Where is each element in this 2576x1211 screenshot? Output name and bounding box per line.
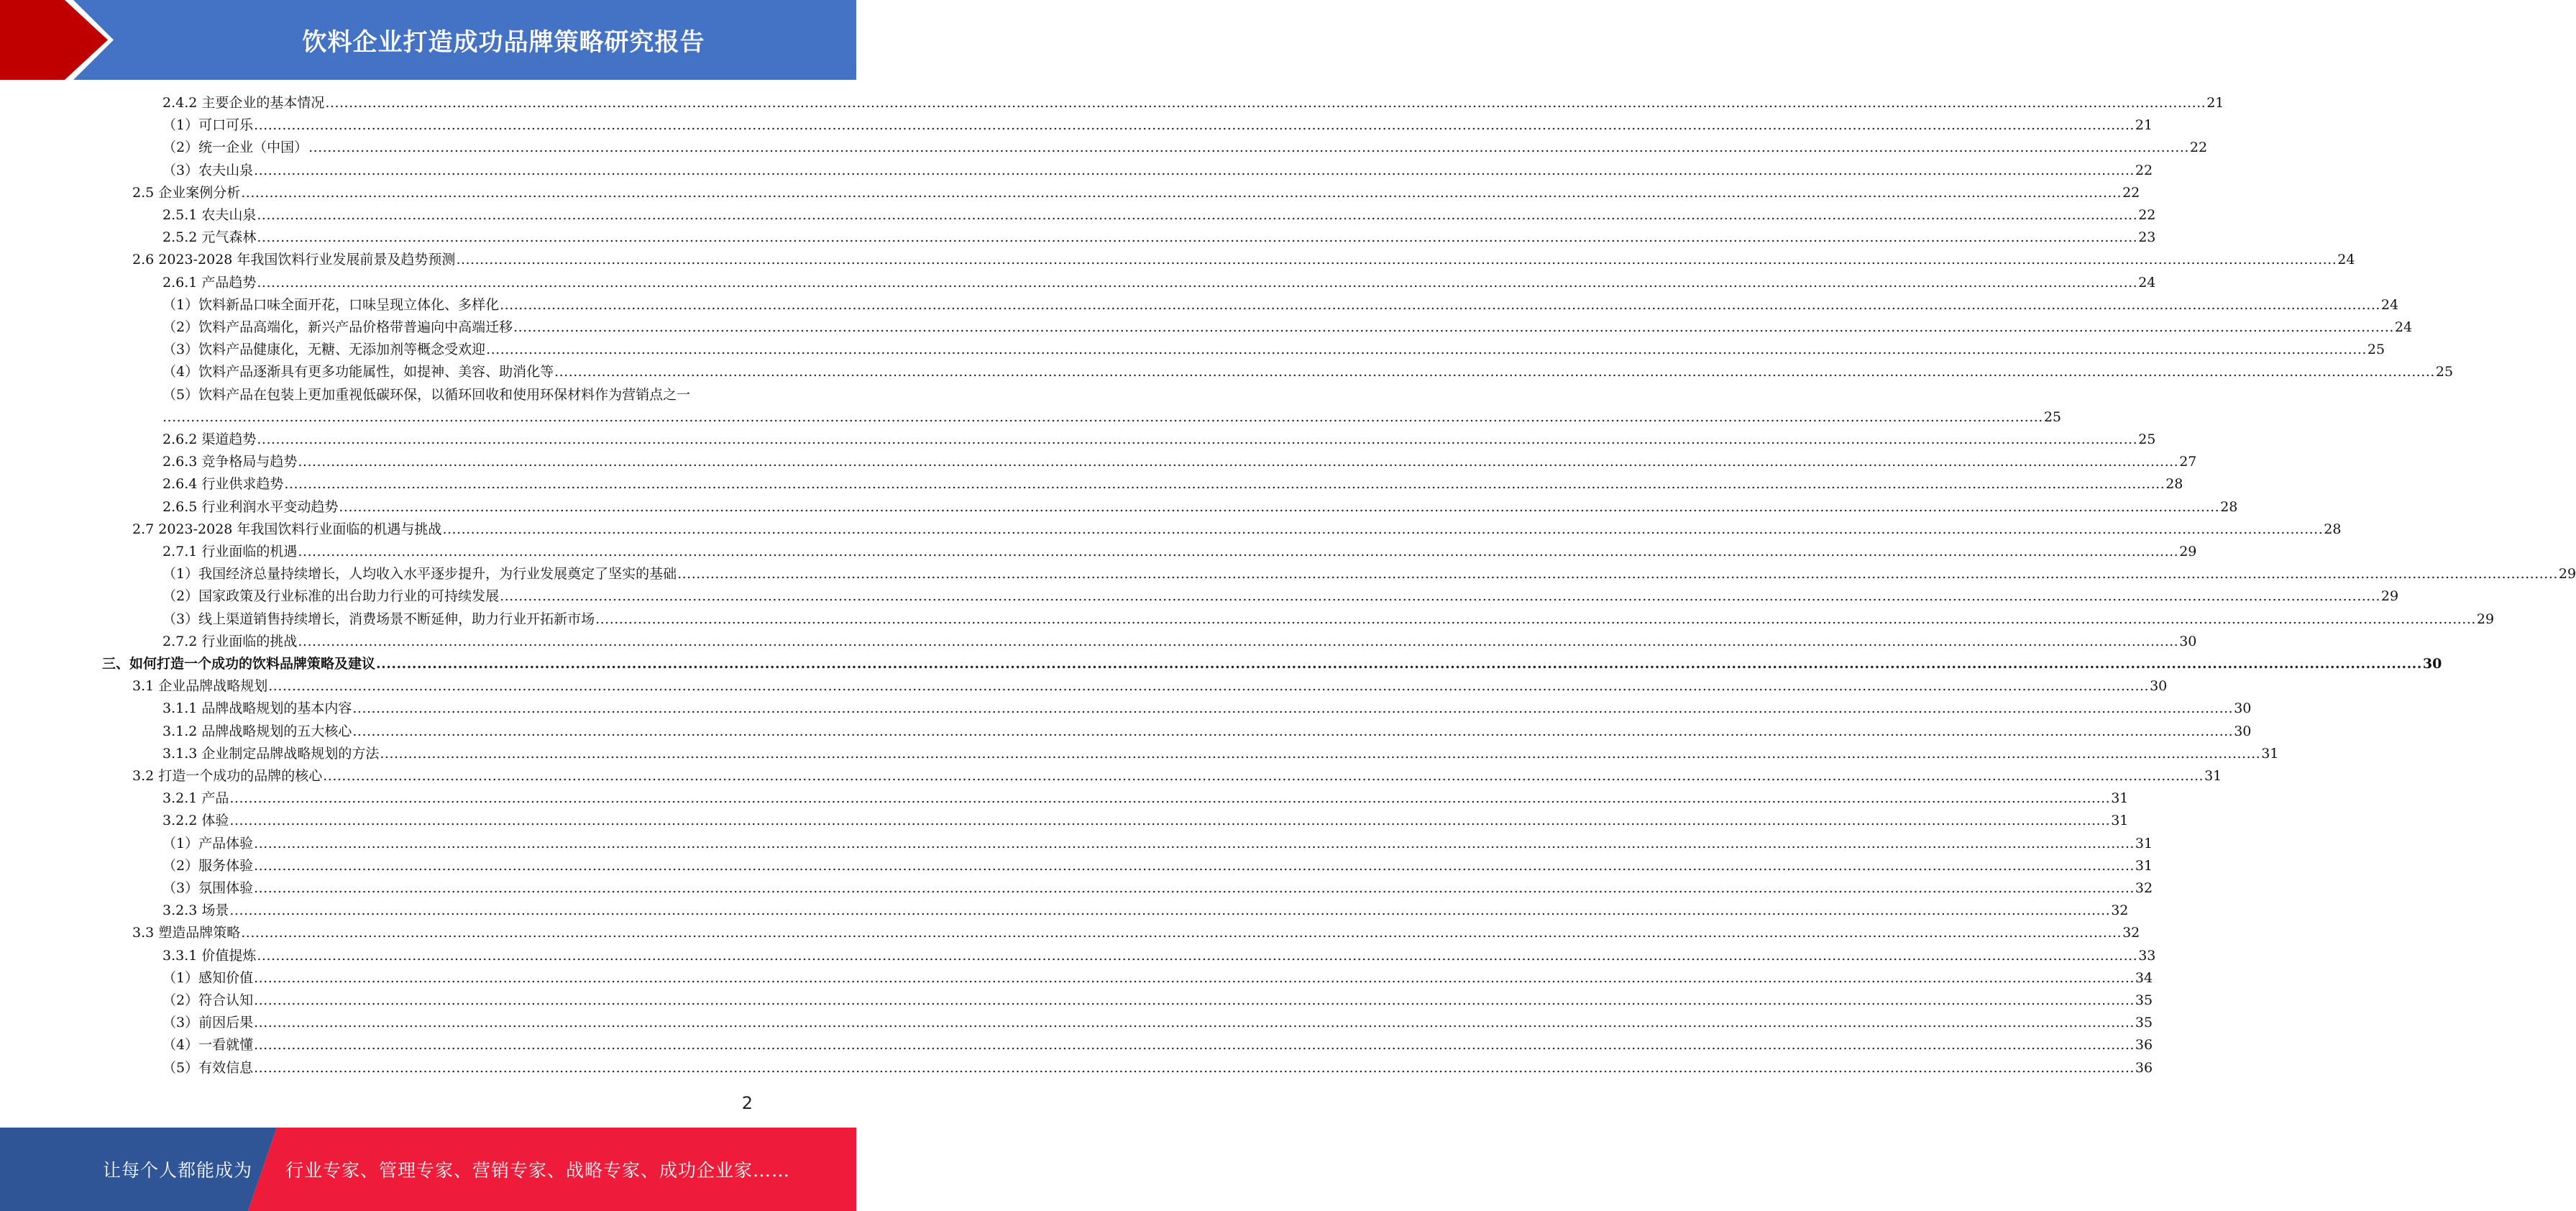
toc-dot-leader: ................................................................................................................................................................................................................................................................................................................................................................................................................ bbox=[298, 634, 2179, 649]
toc-dot-leader: ................................................................................................................................................................................................................................................................................................................................................................................................................ bbox=[229, 813, 2111, 828]
toc-entry-title: （1）感知价值 bbox=[162, 970, 254, 986]
toc-entry[interactable] bbox=[162, 114, 2153, 137]
toc-entry-title: （5）饮料产品在包装上更加重视低碳环保，以循环回收和使用环保材料作为营销点之一 bbox=[162, 387, 691, 403]
toc-entry-title: 3.1.3 企业制定品牌战略规划的方法 bbox=[162, 746, 380, 762]
toc-dot-leader: ................................................................................................................................................................................................................................................................................................................................................................................................................ bbox=[229, 790, 2111, 806]
toc-entry-title: （2）国家政策及行业标准的出台助力行业的可持续发展 bbox=[162, 588, 500, 604]
toc-entry-title: （3）农夫山泉 bbox=[162, 163, 254, 178]
toc-entry-title: （1）我国经济总量持续增长，人均收入水平逐步提升，为行业发展奠定了坚实的基础 bbox=[162, 566, 677, 582]
toc-entry-title: （2）符合认知 bbox=[162, 992, 254, 1008]
toc-dot-leader: ................................................................................................................................................................................................................................................................................................................................................................................................................ bbox=[241, 185, 2122, 201]
toc-entry[interactable] bbox=[162, 1012, 2153, 1034]
toc-entry-page: 21 bbox=[2206, 95, 2224, 111]
toc-entry-page: 28 bbox=[2324, 521, 2342, 537]
toc-entry[interactable] bbox=[162, 967, 2153, 990]
toc-entry-page: 24 bbox=[2138, 275, 2156, 291]
toc-entry-page: 21 bbox=[2135, 117, 2153, 133]
toc-dot-leader: ................................................................................................................................................................................................................................................................................................................................................................................................................ bbox=[456, 252, 2337, 268]
toc-dot-leader: ................................................................................................................................................................................................................................................................................................................................................................................................................ bbox=[352, 723, 2234, 739]
toc-entry[interactable] bbox=[162, 787, 2129, 810]
toc-entry[interactable] bbox=[162, 316, 2413, 339]
toc-entry[interactable] bbox=[162, 563, 2576, 585]
toc-entry[interactable] bbox=[132, 249, 2355, 271]
footer-banner bbox=[0, 1128, 856, 1211]
toc-dot-leader: ................................................................................................................................................................................................................................................................................................................................................................................................................ bbox=[257, 207, 2138, 223]
toc-entry-title: （3）氛围体验 bbox=[162, 880, 254, 896]
toc-entry-title: （1）饮料新品口味全面开花，口味呈现立体化、多样化 bbox=[162, 297, 500, 313]
toc-entry-title: 2.7.1 行业面临的机遇 bbox=[162, 544, 298, 559]
toc-entry[interactable] bbox=[162, 160, 2153, 182]
toc-entry[interactable] bbox=[132, 182, 2140, 204]
page-number: 2 bbox=[741, 1093, 753, 1113]
toc-entry[interactable] bbox=[162, 406, 2062, 429]
toc-dot-leader: ................................................................................................................................................................................................................................................................................................................................................................................................................ bbox=[254, 858, 2135, 874]
toc-entry-page: 31 bbox=[2135, 858, 2153, 874]
toc-entry[interactable] bbox=[162, 1057, 2153, 1079]
toc-entry[interactable] bbox=[162, 92, 2224, 114]
toc-dot-leader: ................................................................................................................................................................................................................................................................................................................................................................................................................ bbox=[325, 95, 2206, 111]
toc-entry-title: 3.3.1 价值提炼 bbox=[162, 948, 257, 964]
toc-entry-page: 22 bbox=[2122, 185, 2140, 201]
toc-entry-page: 28 bbox=[2165, 476, 2183, 492]
toc-dot-leader: ................................................................................................................................................................................................................................................................................................................................................................................................................ bbox=[254, 992, 2135, 1008]
toc-entry-title: 2.6.3 竞争格局与趋势 bbox=[162, 454, 298, 470]
toc-dot-leader: ................................................................................................................................................................................................................................................................................................................................................................................................................ bbox=[229, 902, 2111, 918]
toc-entry-page: 25 bbox=[2043, 409, 2062, 425]
toc-dot-leader: ................................................................................................................................................................................................................................................................................................................................................................................................................ bbox=[486, 342, 2367, 357]
toc-dot-leader: ................................................................................................................................................................................................................................................................................................................................................................................................................ bbox=[339, 499, 2220, 515]
toc-dot-leader: ................................................................................................................................................................................................................................................................................................................................................................................................................ bbox=[323, 768, 2204, 784]
red-arrow-logo bbox=[0, 0, 115, 80]
toc-dot-leader: ................................................................................................................................................................................................................................................................................................................................................................................................................ bbox=[257, 948, 2138, 964]
toc-dot-leader: ................................................................................................................................................................................................................................................................................................................................................................................................................ bbox=[162, 409, 2043, 425]
toc-entry-title: 2.6.1 产品趋势 bbox=[162, 275, 257, 291]
toc-entry[interactable] bbox=[162, 1034, 2153, 1056]
toc-entry-page: 24 bbox=[2394, 319, 2413, 335]
toc-dot-leader: ................................................................................................................................................................................................................................................................................................................................................................................................................ bbox=[513, 319, 2394, 335]
toc-entry[interactable] bbox=[162, 900, 2129, 922]
toc-entry-title: （3）饮料产品健康化，无糖、无添加剂等概念受欢迎 bbox=[162, 342, 486, 357]
toc-entry-title: （4）一看就懂 bbox=[162, 1037, 254, 1053]
toc-dot-leader: ................................................................................................................................................................................................................................................................................................................................................................................................................ bbox=[595, 611, 2476, 627]
toc-entry-page: 31 bbox=[2135, 836, 2153, 851]
toc-entry[interactable] bbox=[162, 384, 753, 406]
toc-entry[interactable] bbox=[162, 473, 2183, 495]
toc-entry[interactable] bbox=[132, 675, 2168, 698]
toc-entry-page: 30 bbox=[2234, 700, 2252, 716]
toc-entry-title: （1）产品体验 bbox=[162, 836, 254, 851]
toc-entry-title: 2.5 企业案例分析 bbox=[132, 185, 241, 201]
toc-dot-leader: ................................................................................................................................................................................................................................................................................................................................................................................................................ bbox=[257, 275, 2138, 291]
toc-dot-leader: ................................................................................................................................................................................................................................................................................................................................................................................................................ bbox=[254, 880, 2135, 896]
toc-entry-page: 29 bbox=[2179, 544, 2197, 559]
toc-entry-title: 3.1.2 品牌战略规划的五大核心 bbox=[162, 723, 352, 739]
toc-entry-page: 22 bbox=[2189, 140, 2208, 155]
toc-dot-leader: ................................................................................................................................................................................................................................................................................................................................................................................................................ bbox=[254, 163, 2135, 178]
toc-entry[interactable] bbox=[162, 541, 2197, 563]
toc-entry-title: 2.7 2023-2028 年我国饮料行业面临的机遇与挑战 bbox=[132, 521, 442, 537]
toc-entry[interactable] bbox=[162, 137, 2208, 159]
toc-entry[interactable] bbox=[132, 922, 2140, 944]
toc-entry-title: （1）可口可乐 bbox=[162, 117, 254, 133]
toc-entry-title: （2）服务体验 bbox=[162, 858, 254, 874]
toc-entry-title: 3.3 塑造品牌策略 bbox=[132, 925, 241, 941]
toc-entry[interactable] bbox=[162, 698, 2252, 720]
toc-dot-leader: ................................................................................................................................................................................................................................................................................................................................................................................................................ bbox=[254, 836, 2135, 851]
toc-entry[interactable] bbox=[162, 721, 2252, 743]
toc-dot-leader: ................................................................................................................................................................................................................................................................................................................................................................................................................ bbox=[241, 925, 2122, 941]
toc-entry[interactable] bbox=[132, 518, 2342, 541]
toc-entry-title: （2）饮料产品高端化，新兴产品价格带普遍向中高端迁移 bbox=[162, 319, 513, 335]
toc-entry-title: （2）统一企业（中国） bbox=[162, 140, 308, 155]
toc-dot-leader: ................................................................................................................................................................................................................................................................................................................................................................................................................ bbox=[500, 588, 2380, 604]
toc-dot-leader: ................................................................................................................................................................................................................................................................................................................................................................................................................ bbox=[677, 566, 2558, 582]
toc-dot-leader: ................................................................................................................................................................................................................................................................................................................................................................................................................ bbox=[254, 117, 2135, 133]
toc-entry[interactable] bbox=[162, 272, 2156, 294]
toc-dot-leader: ................................................................................................................................................................................................................................................................................................................................................................................................................ bbox=[554, 364, 2435, 380]
toc-dot-leader: ................................................................................................................................................................................................................................................................................................................................................................................................................ bbox=[284, 476, 2165, 492]
toc-entry-page: 31 bbox=[2204, 768, 2222, 784]
toc-entry[interactable] bbox=[162, 877, 2153, 900]
toc-dot-leader: ................................................................................................................................................................................................................................................................................................................................................................................................................ bbox=[254, 970, 2135, 986]
toc-entry[interactable] bbox=[162, 361, 2454, 383]
toc-entry-title: 2.6.4 行业供求趋势 bbox=[162, 476, 284, 492]
toc-entry-page: 35 bbox=[2135, 992, 2153, 1008]
toc-entry-page: 31 bbox=[2111, 790, 2129, 806]
toc-entry-title: 3.1 企业品牌战略规划 bbox=[132, 678, 268, 694]
toc-entry-page: 36 bbox=[2135, 1037, 2153, 1053]
toc-entry[interactable] bbox=[162, 227, 2156, 249]
toc-dot-leader: ................................................................................................................................................................................................................................................................................................................................................................................................................ bbox=[257, 431, 2138, 447]
toc-dot-leader: ................................................................................................................................................................................................................................................................................................................................................................................................................ bbox=[254, 1037, 2135, 1053]
toc-entry-page: 31 bbox=[2261, 746, 2279, 762]
toc-entry-title: 3.2.1 产品 bbox=[162, 790, 229, 806]
toc-entry-page: 36 bbox=[2135, 1060, 2153, 1076]
toc-entry-page: 35 bbox=[2135, 1015, 2153, 1031]
toc-entry-title: 2.6.5 行业利润水平变动趋势 bbox=[162, 499, 339, 515]
toc-dot-leader: ................................................................................................................................................................................................................................................................................................................................................................................................................ bbox=[268, 678, 2150, 694]
toc-entry[interactable] bbox=[162, 990, 2153, 1012]
toc-entry-title: 2.6 2023-2028 年我国饮料行业发展前景及趋势预测 bbox=[132, 252, 456, 268]
toc-dot-leader: ................................................................................................................................................................................................................................................................................................................................................................................................................ bbox=[500, 297, 2380, 313]
toc-dot-leader: ................................................................................................................................................................................................................................................................................................................................................................................................................ bbox=[298, 544, 2179, 559]
toc-entry-page: 33 bbox=[2138, 948, 2156, 964]
toc-entry-page: 29 bbox=[2380, 588, 2399, 604]
toc-entry-page: 29 bbox=[2558, 566, 2576, 582]
header-bar bbox=[0, 0, 856, 80]
toc-entry-title: 2.4.2 主要企业的基本情况 bbox=[162, 95, 325, 111]
toc-entry-title: 2.6.2 渠道趋势 bbox=[162, 431, 257, 447]
toc-entry-title: （3）前因后果 bbox=[162, 1015, 254, 1031]
toc-entry-title: （5）有效信息 bbox=[162, 1060, 254, 1076]
toc-dot-leader: ................................................................................................................................................................................................................................................................................................................................................................................................................ bbox=[442, 521, 2324, 537]
toc-entry-page: 22 bbox=[2135, 163, 2153, 178]
toc-entry[interactable] bbox=[162, 429, 2156, 451]
toc-dot-leader: ................................................................................................................................................................................................................................................................................................................................................................................................................ bbox=[254, 1015, 2135, 1031]
toc-entry-title: 2.7.2 行业面临的挑战 bbox=[162, 634, 298, 649]
toc-entry-title: 3.2.3 场景 bbox=[162, 902, 229, 918]
toc-entry-title: （3）线上渠道销售持续增长，消费场景不断延伸，助力行业开拓新市场 bbox=[162, 611, 595, 627]
toc-entry-page: 29 bbox=[2476, 611, 2495, 627]
toc-entry[interactable] bbox=[162, 855, 2153, 877]
footer-slogan-left: 让每个人都能成为 bbox=[103, 1160, 253, 1181]
toc-entry[interactable] bbox=[162, 833, 2153, 855]
toc-entry-page: 28 bbox=[2220, 499, 2238, 515]
toc-entry-page: 32 bbox=[2122, 925, 2140, 941]
document-title: 饮料企业打造成功品牌策略研究报告 bbox=[302, 28, 705, 57]
toc-entry-page: 27 bbox=[2179, 454, 2197, 470]
toc-entry-page: 31 bbox=[2111, 813, 2129, 828]
toc-entry-title: 2.5.1 农夫山泉 bbox=[162, 207, 257, 223]
toc-entry-title: （4）饮料产品逐渐具有更多功能属性，如提神、美容、助消化等 bbox=[162, 364, 554, 380]
toc-entry[interactable] bbox=[162, 204, 2156, 227]
toc-entry-title: 3.1.1 品牌战略规划的基本内容 bbox=[162, 700, 352, 716]
toc-entry[interactable] bbox=[162, 339, 2385, 361]
toc-entry-page: 34 bbox=[2135, 970, 2153, 986]
toc-dot-leader: ................................................................................................................................................................................................................................................................................................................................................................................................................ bbox=[376, 656, 2422, 672]
footer-slogan-right: 行业专家、管理专家、营销专家、战略专家、成功企业家…… bbox=[285, 1160, 791, 1181]
toc-entry-page: 24 bbox=[2337, 252, 2355, 268]
toc-dot-leader: ................................................................................................................................................................................................................................................................................................................................................................................................................ bbox=[298, 454, 2179, 470]
toc-entry[interactable] bbox=[162, 608, 2495, 631]
toc-entry[interactable] bbox=[162, 294, 2399, 316]
toc-entry-page: 25 bbox=[2367, 342, 2385, 357]
toc-entry-page: 30 bbox=[2234, 723, 2252, 739]
toc-entry-page: 32 bbox=[2135, 880, 2153, 896]
toc-entry-page: 23 bbox=[2138, 229, 2156, 245]
toc-entry[interactable] bbox=[162, 585, 2399, 608]
toc-entry-title: 3.2 打造一个成功的品牌的核心 bbox=[132, 768, 323, 784]
toc-entry-page: 30 bbox=[2179, 634, 2197, 649]
toc-dot-leader: ................................................................................................................................................................................................................................................................................................................................................................................................................ bbox=[257, 229, 2138, 245]
toc-entry-page: 22 bbox=[2138, 207, 2156, 223]
toc-dot-leader: ................................................................................................................................................................................................................................................................................................................................................................................................................ bbox=[352, 700, 2234, 716]
toc-entry[interactable] bbox=[102, 653, 2442, 675]
toc-entry-page: 25 bbox=[2138, 431, 2156, 447]
toc-entry-page: 24 bbox=[2380, 297, 2399, 313]
toc-dot-leader: ................................................................................................................................................................................................................................................................................................................................................................................................................ bbox=[380, 746, 2261, 762]
toc-entry[interactable] bbox=[162, 945, 2156, 967]
toc-entry[interactable] bbox=[132, 765, 2222, 787]
toc-entry-page: 30 bbox=[2422, 656, 2442, 672]
toc-entry-title: 2.5.2 元气森林 bbox=[162, 229, 257, 245]
toc-dot-leader: ................................................................................................................................................................................................................................................................................................................................................................................................................ bbox=[308, 140, 2189, 155]
toc-entry-page: 32 bbox=[2111, 902, 2129, 918]
toc-entry[interactable] bbox=[162, 496, 2238, 518]
toc-entry[interactable] bbox=[162, 451, 2197, 473]
toc-dot-leader: ................................................................................................................................................................................................................................................................................................................................................................................................................ bbox=[254, 1060, 2135, 1076]
toc-entry-page: 30 bbox=[2150, 678, 2168, 694]
toc-entry-title: 3.2.2 体验 bbox=[162, 813, 229, 828]
toc-entry-title: 三、如何打造一个成功的饮料品牌策略及建议 bbox=[102, 656, 376, 672]
toc-entry[interactable] bbox=[162, 743, 2279, 765]
toc-entry[interactable] bbox=[162, 631, 2197, 653]
toc-entry-page: 25 bbox=[2435, 364, 2454, 380]
toc-entry[interactable] bbox=[162, 810, 2129, 832]
